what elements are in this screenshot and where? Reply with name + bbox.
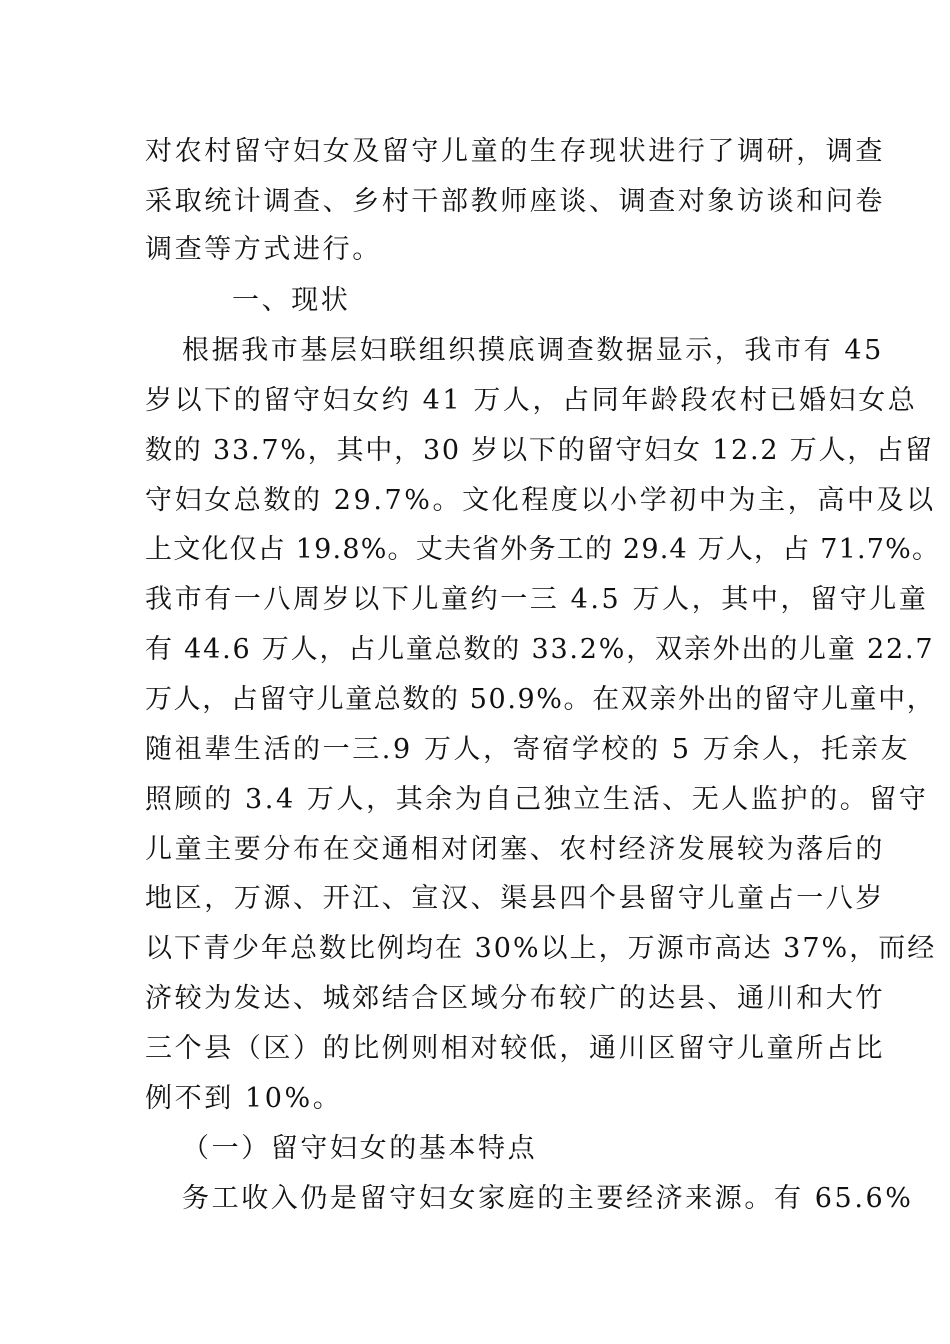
paragraph-line: 三个县（区）的比例则相对较低，通川区留守儿童所占比: [145, 1033, 885, 1064]
paragraph-line: 根据我市基层妇联组织摸底调查数据显示，我市有 45: [182, 335, 884, 366]
paragraph-line: 对农村留守妇女及留守儿童的生存现状进行了调研，调查: [145, 136, 885, 167]
paragraph-line: 上文化仅占 19.8%。丈夫省外务工的 29.4 万人，占 71.7%。: [145, 534, 941, 565]
paragraph-line: 以下青少年总数比例均在 30%以上，万源市高达 37%，而经: [145, 933, 937, 964]
section-heading: 一、现状: [232, 285, 351, 316]
paragraph-line: 守妇女总数的 29.7%。文化程度以小学初中为主，高中及以: [145, 485, 936, 516]
paragraph-line: 我市有一八周岁以下儿童约一三 4.5 万人，其中，留守儿童: [145, 584, 929, 615]
paragraph-line: 万人，占留守儿童总数的 50.9%。在双亲外出的留守儿童中，: [145, 684, 936, 715]
paragraph-line: 照顾的 3.4 万人，其余为自己独立生活、无人监护的。留守: [145, 784, 929, 815]
paragraph-line: 采取统计调查、乡村干部教师座谈、调查对象访谈和问卷: [145, 186, 885, 217]
paragraph-line: 济较为发达、城郊结合区域分布较广的达县、通川和大竹: [145, 983, 885, 1014]
paragraph-line: 岁以下的留守妇女约 41 万人，占同年龄段农村已婚妇女总: [145, 385, 918, 416]
paragraph-line: 地区，万源、开江、宣汉、渠县四个县留守儿童占一八岁: [145, 883, 885, 914]
paragraph-line: 有 44.6 万人，占儿童总数的 33.2%，双亲外出的儿童 22.7: [145, 634, 935, 665]
paragraph-line: 儿童主要分布在交通相对闭塞、农村经济发展较为落后的: [145, 834, 885, 865]
paragraph-line: 随祖辈生活的一三.9 万人，寄宿学校的 5 万余人，托亲友: [145, 734, 911, 765]
paragraph-line: 数的 33.7%，其中，30 岁以下的留守妇女 12.2 万人，占留: [145, 435, 934, 466]
paragraph-line: 务工收入仍是留守妇女家庭的主要经济来源。有 65.6%: [182, 1183, 914, 1214]
paragraph-line: 例不到 10%。: [145, 1083, 343, 1114]
subsection-heading: （一）留守妇女的基本特点: [182, 1133, 538, 1164]
paragraph-line: 调查等方式进行。: [145, 234, 382, 265]
